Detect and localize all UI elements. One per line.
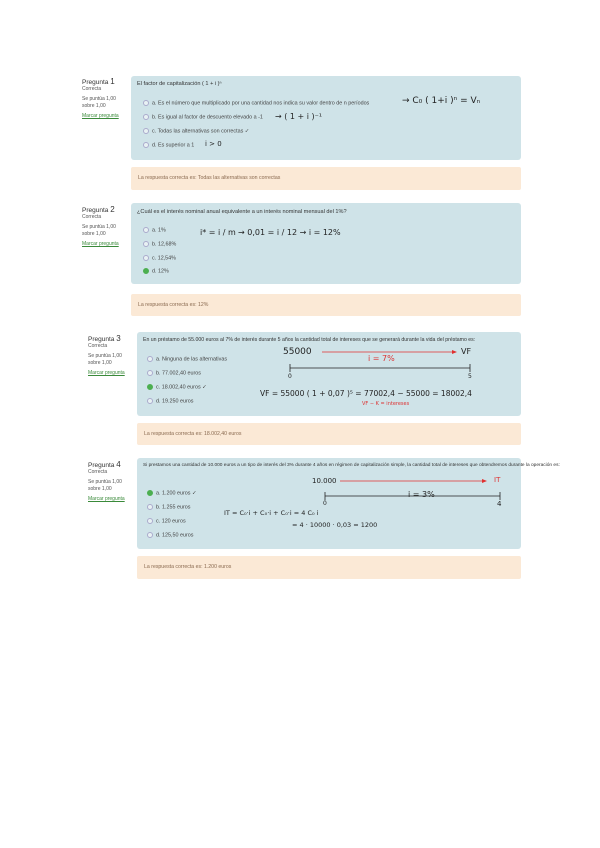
handwritten-note: VF = 55000 ( 1 + 0,07 )⁵ = 77002,4 − 55000 = 18002,4 — [260, 389, 472, 398]
question-label: Pregunta — [82, 79, 109, 86]
question-status: Correcta — [82, 214, 102, 220]
option-c[interactable]: c. 18.002,40 euros ✓ — [147, 384, 207, 390]
option-d[interactable]: d. 125,50 euros — [147, 532, 193, 538]
handwritten-note: IT — [494, 476, 501, 484]
question-score: Se puntúa 1,00 sobre 1,00 — [82, 224, 116, 237]
question-status: Correcta — [82, 86, 102, 92]
handwritten-note: i > 0 — [205, 140, 222, 148]
question-score: Se puntúa 1,00 sobre 1,00 — [88, 479, 122, 492]
handwritten-note: i = 3% — [408, 490, 435, 499]
question-number: 2 — [110, 205, 115, 214]
handwritten-note: IT = C₀·i + C₀·i + C₀·i = 4 C₀ i — [224, 509, 319, 517]
question-status: Correcta — [88, 343, 108, 349]
option-d[interactable]: d. 19.250 euros — [147, 398, 193, 404]
question-score: Se puntúa 1,00 sobre 1,00 — [88, 353, 122, 366]
handwritten-note: → 0,01 = i / 12 → i = 12% — [238, 228, 341, 237]
question-label: Pregunta — [88, 336, 115, 343]
handwritten-note: i = 7% — [368, 354, 395, 363]
option-d[interactable]: d. 12% — [143, 268, 169, 274]
feedback-box: La respuesta correcta es: Todas las alternativas son correctas — [131, 167, 521, 190]
handwritten-note: → ( 1 + i )⁻¹ — [275, 112, 323, 121]
question-text: ¿Cuál es el interés nominal anual equivalente a un interés nominal mensual del 1%? — [137, 209, 347, 215]
handwritten-note: VF — [461, 347, 472, 356]
question-number: 3 — [116, 334, 121, 343]
feedback-box: La respuesta correcta es: 12% — [131, 294, 521, 316]
question-text: En un préstamo de 55.000 euros al 7% de interés durante 5 años la cantidad total de intereses que se generará durante la vida del préstamo es: — [143, 337, 476, 343]
handwritten-note: 4 — [497, 500, 502, 508]
handwritten-note: 0 — [288, 373, 292, 380]
question-text: El factor de capitalización ( 1 + i )ⁿ — [137, 81, 222, 87]
option-b[interactable]: b. 1.255 euros — [147, 504, 190, 510]
question-status: Correcta — [88, 469, 108, 475]
option-b[interactable]: b. 77.002,40 euros — [147, 370, 201, 376]
handwritten-note: 10.000 — [312, 477, 337, 485]
question-score: Se puntúa 1,00 sobre 1,00 — [82, 96, 116, 109]
handwritten-note: 55000 — [283, 347, 312, 357]
question-label: Pregunta — [82, 207, 109, 214]
option-a[interactable]: a. Ninguna de las alternativas — [147, 356, 227, 362]
option-a[interactable]: a. 1% — [143, 227, 166, 233]
flag-question-link[interactable]: Marcar pregunta — [82, 113, 119, 119]
option-c[interactable]: c. Todas las alternativas son correctas ✓ — [143, 128, 249, 134]
handwritten-note: 0 — [323, 500, 327, 507]
question-text: Si prestamos una cantidad de 10.000 euros a un tipo de interés del 3% durante 4 años en régimen de capitalización simple, la cantidad total de intereses que obtendremos durante la operación es: — [143, 463, 560, 468]
feedback-box: La respuesta correcta es: 1.200 euros — [137, 556, 521, 579]
question-number: 1 — [110, 77, 115, 86]
option-c[interactable]: c. 12,54% — [143, 255, 176, 261]
option-a[interactable]: a. 1.200 euros ✓ — [147, 490, 196, 496]
handwritten-note: 5 — [468, 373, 472, 380]
flag-question-link[interactable]: Marcar pregunta — [88, 496, 125, 502]
handwritten-note: VF − K = intereses — [362, 401, 410, 407]
handwritten-note: → C₀ ( 1+i )ⁿ = Vₙ — [402, 96, 481, 106]
flag-question-link[interactable]: Marcar pregunta — [88, 370, 125, 376]
red-arrow-head — [482, 479, 487, 483]
flag-question-link[interactable]: Marcar pregunta — [82, 241, 119, 247]
question-label: Pregunta — [88, 462, 115, 469]
feedback-box: La respuesta correcta es: 18.002,40 euros — [137, 423, 521, 445]
option-b[interactable]: b. Es igual al factor de descuento elevado a -1 — [143, 114, 263, 120]
question-number: 4 — [116, 460, 121, 469]
option-c[interactable]: c. 120 euros — [147, 518, 186, 524]
option-d[interactable]: d. Es superior a 1 — [143, 142, 194, 148]
option-b[interactable]: b. 12,68% — [143, 241, 176, 247]
option-a[interactable]: a. Es el número que multiplicado por una cantidad nos indica su valor dentro de n períodos — [143, 100, 369, 106]
handwritten-note: = 4 · 10000 · 0,03 = 1200 — [292, 521, 378, 529]
handwritten-note: i* = i / m — [200, 228, 236, 237]
